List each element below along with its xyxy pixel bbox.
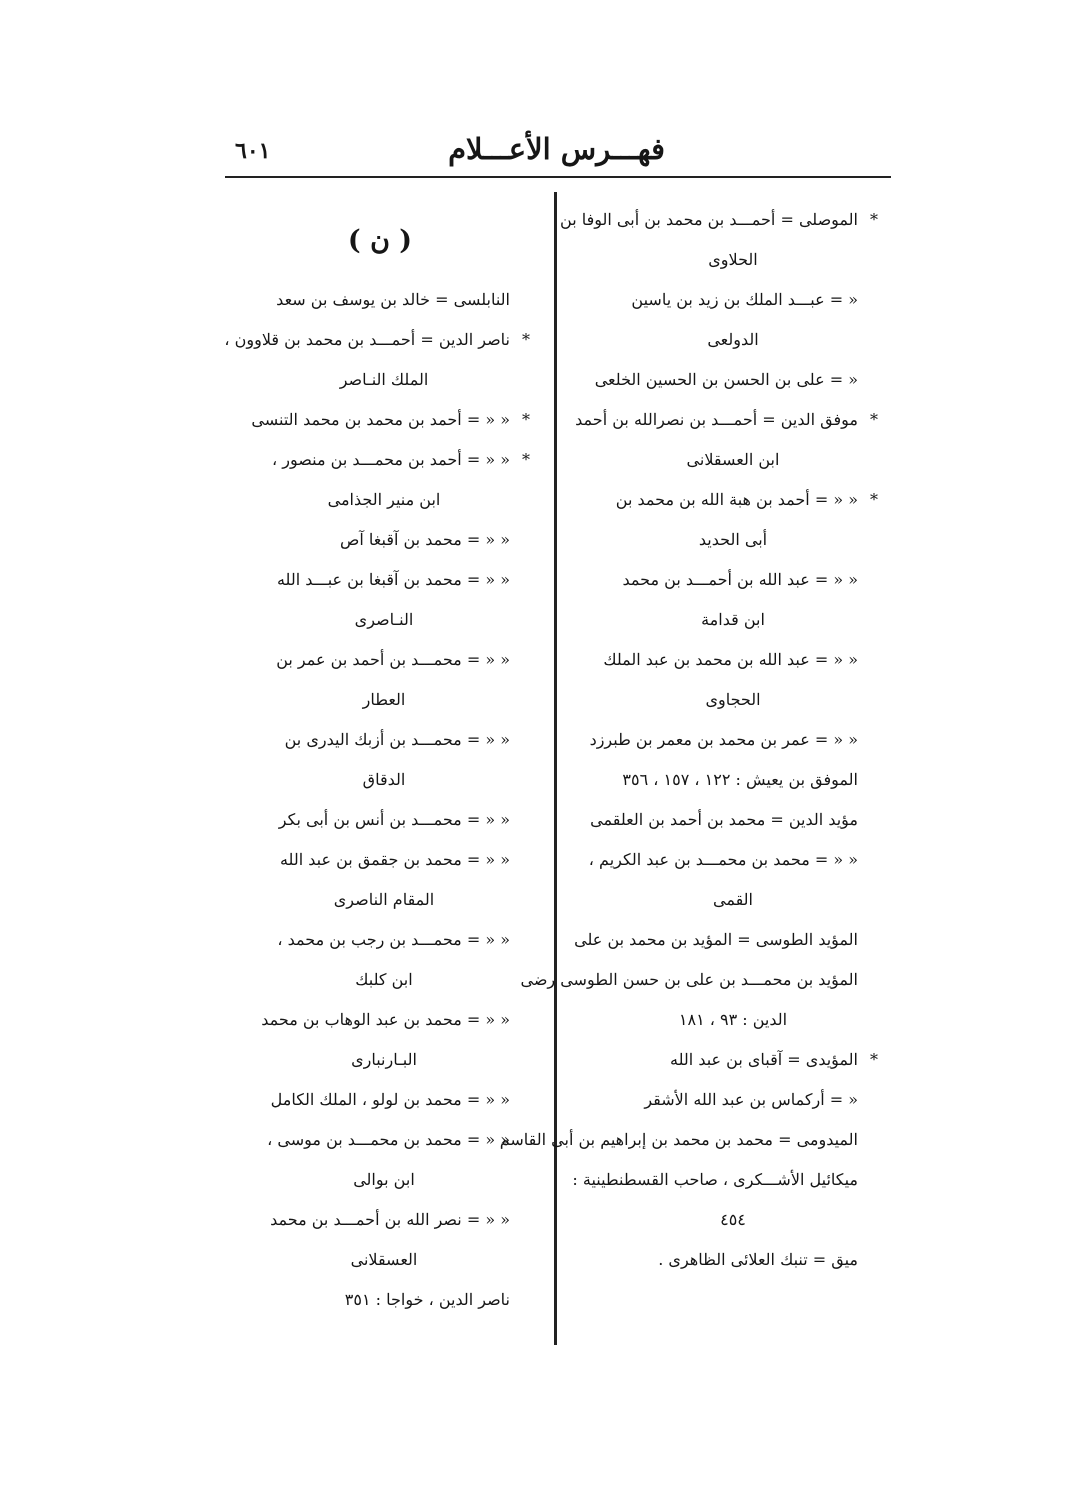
entry-continuation: القمى [713,890,753,909]
index-entry [228,1000,532,1080]
asterisk-marker: * [522,450,530,469]
index-entry [228,800,532,840]
asterisk-marker: * [870,210,878,229]
entry-line: « = أركماس بن عبد الله الأشقر [644,1090,858,1109]
entry-line: « « = محمـــد بن أحمد بن عمر بن [276,650,510,669]
asterisk-marker: * [522,410,530,429]
index-entry [574,920,880,960]
index-entry [578,480,880,560]
index-entry [228,720,532,800]
entry-line: « « = محمد بن محمـــد بن عبد الكريم ، [588,850,858,869]
entry-line: « « = محمد بن لولو ، الملك الكامل [270,1090,510,1109]
entry-line: « = على بن الحسن بن الحسين الخلعى [594,370,858,389]
index-entry [228,400,532,440]
entry-line: المؤيد الطوسى = المؤيد بن محمد بن على [574,930,858,949]
entry-line: « « = أحمد بن محمد بن محمد التنسى [251,410,510,429]
entry-line: مؤيد الدين = محمد بن أحمد بن العلقمى [590,810,858,829]
entry-line: « = عبـــد الملك بن زيد بن ياسين [631,290,858,309]
index-entry [578,800,880,840]
entry-continuation: ابن كلبك [355,970,413,989]
entry-continuation: أبى الحديد [698,530,768,549]
entry-continuation: ابن بوالى [353,1170,415,1189]
index-entry [228,1120,532,1200]
entry-continuation: الدقاق [362,770,406,789]
index-entry [228,440,532,520]
entry-line: « « = محمد بن جقمق بن عبد الله [279,850,510,869]
entry-line: ناصر الدين ، خواجا : ٣٥١ [344,1290,510,1309]
entry-line: الموفق بن يعيش : ١٢٢ ، ١٥٧ ، ٣٥٦ [622,770,858,789]
index-entry [578,560,880,640]
entry-continuation: النـاصرى [354,610,414,629]
entry-continuation: المقام الناصرى [333,890,435,909]
index-entry [578,720,880,760]
entry-line: النابلسى = خالد بن يوسف بن سعد [276,290,510,309]
index-entry [228,1080,532,1120]
entry-continuation: الحجاوى [705,690,761,709]
index-entry [578,1040,880,1080]
index-entry [560,200,880,280]
index-entry [228,920,532,1000]
entry-line: « « = عمر بن محمد بن معمر بن طبرزد [589,730,858,749]
entry-line: موفق الدين = أحمـــد بن نصرالله بن أحمد [575,410,858,429]
entry-line: « « = أحمد بن محمـــد بن منصور ، [272,450,510,469]
page-header [225,128,888,174]
entry-continuation: ابن منير الجذامى [327,490,441,509]
entry-continuation: العطار [362,690,406,709]
index-entry [572,1160,880,1240]
page-title: فهـــرس الأعـــلام [448,132,665,166]
asterisk-marker: * [870,410,878,429]
asterisk-marker: * [870,490,878,509]
index-entry [499,1120,880,1160]
entry-continuation: البـارنبارى [351,1050,417,1069]
entry-continuation: ابن العسقلانى [686,450,780,469]
entry-line: « « = محمد بن عبد الوهاب بن محمد [261,1010,510,1029]
left-column [224,214,532,1320]
entry-continuation: ٤٥٤ [720,1210,746,1229]
index-entry [578,1080,880,1120]
entry-line: « « = محمد بن آقبغا بن عبـــد الله [276,570,510,589]
index-entry [578,360,880,400]
entry-line: « « = عبد الله بن محمد بن عبد الملك [603,650,858,669]
entry-line: ميكائيل الأشـــكرى ، صاحب القسطنطينية : [572,1170,858,1189]
index-entry [578,760,880,800]
index-entry [228,640,532,720]
entry-line: « « = محمد بن محمـــد بن موسى ، [267,1130,510,1149]
entry-line: « « = نصر الله بن أحمـــد بن محمد [270,1210,510,1229]
index-entry [578,840,880,920]
index-entry [228,1200,532,1280]
index-entry [578,1240,880,1280]
entry-line: المؤيدى = آقباى بن عبد الله [670,1050,858,1069]
index-entry [520,960,880,1040]
entry-line: « « = محمـــد بن أنس بن أبى بكر [278,810,510,829]
index-entry [228,1280,532,1320]
entry-line: « « = محمـــد بن رجب بن محمد ، [277,930,510,949]
entry-continuation: الدولعى [707,330,759,349]
index-entry [575,400,880,480]
asterisk-marker: * [870,1050,878,1069]
entry-continuation: العسقلانى [350,1250,418,1269]
index-entry [578,640,880,720]
column-divider [554,192,557,1345]
entry-line: « « = محمـــد بن أزبك اليدرى بن [284,730,510,749]
entry-line: « « = عبد الله بن أحمـــد بن محمد [622,570,858,589]
entry-continuation: الملك النـاصر [339,370,429,389]
entry-continuation: الحلاوى [708,250,758,269]
entry-line: الموصلى = أحمـــد بن محمد بن أبى الوفا بن [560,210,858,229]
entry-line: الميدومى = محمد بن محمد بن إبراهيم بن أبى القاسم [499,1130,858,1149]
entry-line: المؤيد بن محمـــد بن على بن حسن الطوسى رضى [520,970,858,989]
entry-line: « « = أحمد بن هبة الله بن محمد بن [615,490,858,509]
entry-continuation: الدين : ٩٣ ، ١٨١ [678,1010,788,1029]
entry-line: ميق = تنبك العلائى الظاهرى . [658,1250,858,1269]
index-entry [228,560,532,640]
header-rule [225,176,891,178]
index-entry [228,280,532,320]
index-entry [228,840,532,920]
entry-line: ناصر الدين = أحمـــد بن محمد بن قلاوون ، [224,330,510,349]
index-entry [224,320,532,400]
entry-continuation: ابن قدامة [701,610,765,629]
right-column [499,200,880,1280]
section-letter: ( ن ) [347,225,413,256]
index-entry [578,280,880,360]
entry-line: « « = محمد بن آقبغا آص [340,530,510,549]
page-number: ٦٠١ [235,138,271,164]
index-entry [228,520,532,560]
asterisk-marker: * [522,330,530,349]
